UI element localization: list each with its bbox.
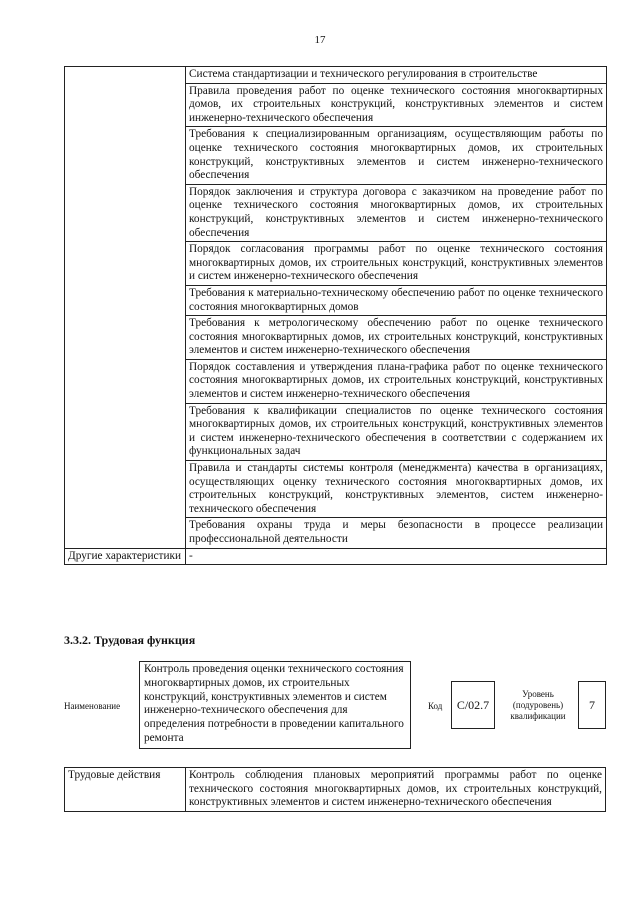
table-row bbox=[65, 768, 606, 812]
knowledge-item: Порядок составления и утверждения плана-графика работ по оценке технического состояния многоквартирных домов, их строительных конструкций, конструктивных элементов и систем инженерно-технического обеспечения bbox=[186, 359, 607, 403]
knowledge-item: Требования охраны труда и меры безопасности в процессе реализации профессиональной деятельности bbox=[186, 518, 607, 548]
knowledge-label-cell bbox=[65, 67, 186, 549]
code-value: C/02.7 bbox=[451, 681, 495, 729]
knowledge-item: Требования к метрологическому обеспечению работ по оценке технического состояния многоквартирных домов, их строительных конструкций, конструктивных элементов и систем инженерно-технического обеспечения bbox=[186, 316, 607, 360]
section-heading: 3.3.2. Трудовая функция bbox=[64, 633, 196, 647]
other-characteristics-label: Другие характеристики bbox=[65, 548, 186, 565]
labor-actions-table bbox=[64, 767, 606, 812]
function-name-value: Контроль проведения оценки технического состояния многоквартирных домов, их строительных конструкций, конструктивных элементов и систем инженерно-технического обеспечения для определения потребности в проведении капитального ремонта bbox=[139, 661, 411, 749]
code-label: Код bbox=[428, 701, 443, 711]
page-number: 17 bbox=[314, 34, 326, 46]
knowledge-item: Требования к специализированным организациям, осуществляющим работы по оценке технического состояния многоквартирных домов, их строительных конструкций, конструктивных элементов и систем инженерно-технического обеспечения bbox=[186, 127, 607, 184]
qualification-level-value: 7 bbox=[578, 681, 606, 729]
knowledge-item: Требования к материально-техническому обеспечению работ по оценке технического состояния многоквартирных домов bbox=[186, 285, 607, 315]
labor-actions-value: Контроль соблюдения плановых мероприятий программы работ по оценке технического состояния многоквартирных домов, их строительных конструкций, конструктивных элементов и систем инженерно-технического обеспечения bbox=[186, 768, 606, 812]
knowledge-item: Порядок заключения и структура договора с заказчиком на проведение работ по оценке технического состояния многоквартирных домов, их строительных конструкций, конструктивных элементов и систем инженерно-технического обеспечения bbox=[186, 184, 607, 241]
knowledge-table bbox=[64, 66, 607, 565]
knowledge-item: Правила и стандарты системы контроля (менеджмента) качества в организациях, осуществляющих оценку технического состояния многоквартирных домов, их строительных конструкций, конструктивных элементов, систем инженерно-технического обеспечения bbox=[186, 461, 607, 518]
knowledge-item: Система стандартизации и технического регулирования в строительстве bbox=[186, 67, 607, 84]
table-row bbox=[65, 67, 607, 84]
table-row bbox=[65, 548, 607, 565]
knowledge-item: Требования к квалификации специалистов по оценке технического состояния многоквартирных домов, их строительных конструкций, конструктивных элементов и систем инженерно-технического обеспечения в соответствии с содержанием их функциональных задач bbox=[186, 403, 607, 460]
qualification-level-label: Уровень (подуровень) квалификации bbox=[510, 689, 566, 721]
knowledge-item: Правила проведения работ по оценке технического состояния многоквартирных домов, их строительных конструкций, конструктивных элементов и систем инженерно-технического обеспечения bbox=[186, 83, 607, 127]
knowledge-item: Порядок согласования программы работ по оценке технического состояния многоквартирных домов, их строительных конструкций, конструктивных элементов и систем инженерно-технического обеспечения bbox=[186, 242, 607, 286]
other-characteristics-value: - bbox=[186, 548, 607, 565]
labor-actions-label: Трудовые действия bbox=[65, 768, 186, 812]
function-name-label: Наименование bbox=[64, 701, 121, 711]
